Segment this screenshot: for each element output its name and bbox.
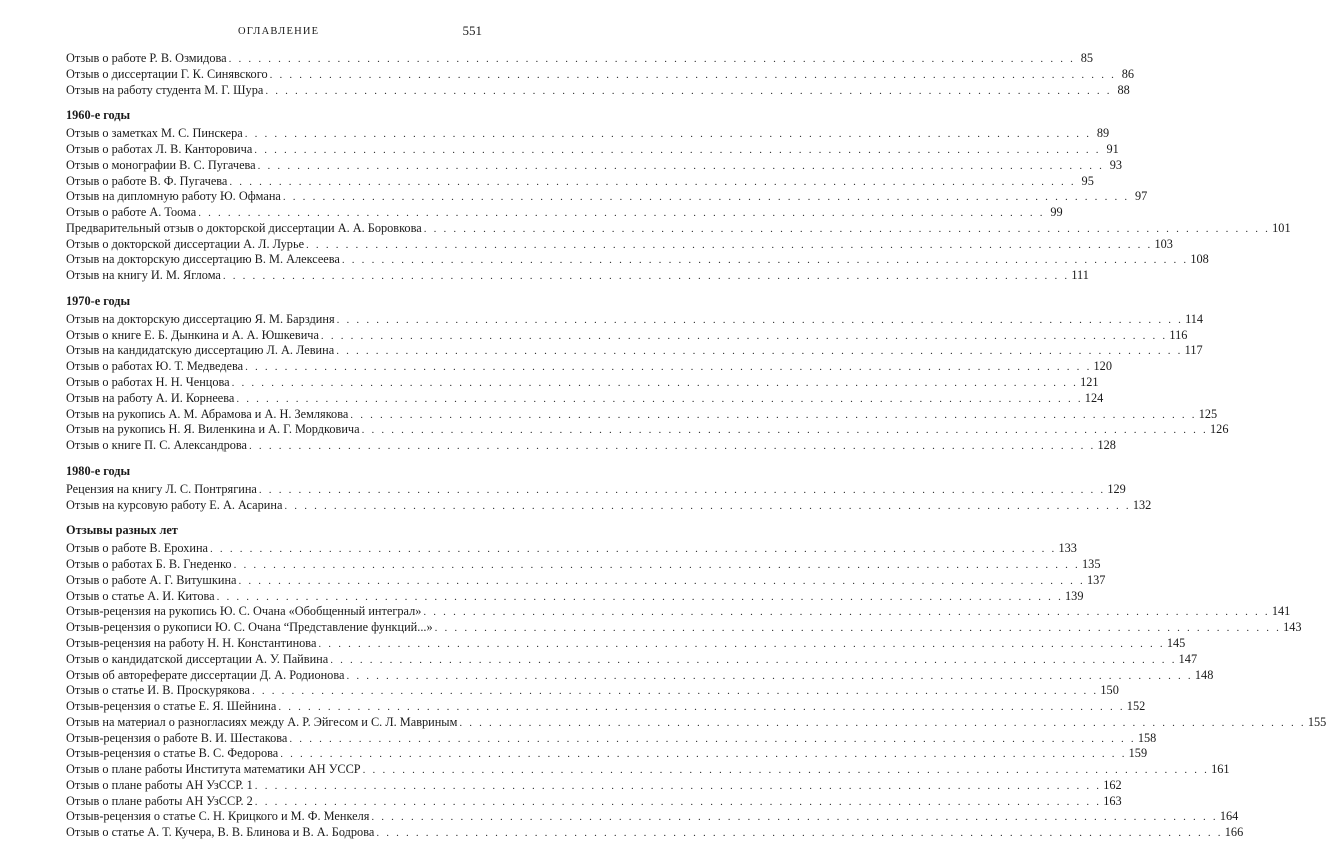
toc-entry-page: 135 bbox=[1082, 557, 1101, 572]
dot-leader bbox=[363, 763, 1209, 779]
toc-entry[interactable] bbox=[66, 762, 1230, 778]
dot-leader bbox=[232, 376, 1078, 392]
dot-leader bbox=[424, 222, 1270, 238]
toc-entry-title: Отзыв-рецензия на рукопись Ю. С. Очана «Обобщенный интеграл» bbox=[66, 604, 422, 619]
dot-leader bbox=[270, 68, 1116, 84]
page-number: 551 bbox=[462, 23, 482, 38]
toc-entry-title: Отзыв о работах Л. В. Канторовича bbox=[66, 142, 253, 157]
toc-entry[interactable] bbox=[66, 173, 1094, 190]
dot-leader bbox=[229, 52, 1075, 68]
toc-entry-page: 101 bbox=[1272, 220, 1291, 235]
toc-entry[interactable] bbox=[66, 82, 1130, 99]
toc-entry-page: 150 bbox=[1100, 683, 1119, 698]
dot-leader bbox=[198, 206, 1044, 222]
dot-leader bbox=[435, 621, 1281, 637]
toc-entry-page: 121 bbox=[1080, 375, 1099, 390]
toc-entry-title: Отзыв о плане работы АН УзССР. 1 bbox=[66, 777, 253, 792]
running-title: ОГЛАВЛЕНИЕ bbox=[238, 26, 320, 37]
toc-entry-page: 86 bbox=[1121, 66, 1135, 81]
dot-leader bbox=[245, 127, 1091, 143]
toc-entry-title: Отзыв-рецензия о статье С. Н. Крицкого и М. Ф. Менкеля bbox=[66, 809, 370, 824]
dot-leader bbox=[459, 716, 1305, 732]
toc-entry[interactable] bbox=[66, 730, 1157, 747]
toc-entry-title: Отзыв об автореферате диссертации Д. А. Родионова bbox=[66, 667, 345, 682]
dot-leader bbox=[318, 637, 1164, 653]
toc-entry[interactable] bbox=[66, 375, 1099, 391]
dot-leader bbox=[210, 542, 1056, 558]
toc-entry-page: 148 bbox=[1194, 667, 1214, 682]
toc-entry-page: 163 bbox=[1103, 793, 1122, 808]
toc-entry-page: 88 bbox=[1117, 82, 1130, 97]
toc-entry-page: 152 bbox=[1126, 699, 1146, 714]
dot-leader bbox=[376, 826, 1222, 842]
toc-entry[interactable] bbox=[66, 746, 1148, 762]
toc-entry[interactable] bbox=[66, 66, 1135, 83]
toc-entry[interactable] bbox=[66, 438, 1116, 454]
toc-entry-page: 137 bbox=[1086, 572, 1106, 587]
toc-entry-page: 126 bbox=[1210, 422, 1229, 437]
toc-entry-title: Отзыв на дипломную работу Ю. Офмана bbox=[66, 189, 281, 204]
toc-entry-title: Отзыв о работе А. Г. Витушкина bbox=[66, 572, 237, 587]
toc-entry-page: 133 bbox=[1058, 541, 1077, 556]
toc-entry-title: Отзыв на рукопись Н. Я. Виленкина и А. Г. Мордковича bbox=[66, 422, 360, 437]
toc-entry-title: Отзыв о кандидатской диссертации А. У. Пайвина bbox=[66, 651, 329, 666]
dot-leader bbox=[362, 423, 1208, 439]
toc-entry[interactable] bbox=[66, 422, 1229, 438]
toc-entry[interactable] bbox=[66, 714, 1326, 731]
toc-entry[interactable] bbox=[66, 236, 1173, 253]
toc-entry-title: Предварительный отзыв о докторской диссертации А. А. Боровкова bbox=[66, 220, 422, 235]
toc-entry-page: 116 bbox=[1169, 327, 1188, 342]
dot-leader bbox=[423, 605, 1269, 621]
dot-leader bbox=[342, 253, 1188, 269]
dot-leader bbox=[278, 700, 1124, 716]
toc-entry-page: 132 bbox=[1132, 497, 1152, 512]
dot-leader bbox=[265, 84, 1111, 100]
toc-entry-page: 95 bbox=[1081, 173, 1094, 188]
toc-entry-page: 166 bbox=[1224, 825, 1244, 840]
dot-leader bbox=[255, 779, 1101, 795]
toc-entry-page: 111 bbox=[1071, 268, 1089, 283]
toc-entry-title: Отзыв на рукопись А. М. Абрамова и А. Н. Землякова bbox=[66, 406, 349, 421]
dot-leader bbox=[283, 190, 1129, 206]
toc-entry-title: Рецензия на книгу Л. С. Понтрягина bbox=[66, 481, 257, 496]
dot-leader bbox=[249, 439, 1095, 455]
toc-entry-title: Отзыв о заметках М. С. Пинскера bbox=[66, 126, 243, 141]
dot-leader bbox=[350, 408, 1196, 424]
toc-entry[interactable] bbox=[66, 126, 1110, 142]
toc-entry-page: 129 bbox=[1107, 481, 1126, 496]
dot-leader bbox=[245, 360, 1091, 376]
dot-leader bbox=[217, 590, 1063, 606]
dot-leader bbox=[223, 269, 1069, 285]
toc-entry-page: 97 bbox=[1135, 189, 1148, 204]
toc-entry[interactable] bbox=[66, 604, 1291, 620]
dot-leader bbox=[258, 159, 1104, 175]
toc-entry[interactable] bbox=[66, 557, 1101, 573]
toc-entry-page: 125 bbox=[1198, 406, 1218, 421]
toc-entry[interactable] bbox=[66, 311, 1204, 328]
toc-entry-page: 145 bbox=[1166, 635, 1186, 650]
toc-entry[interactable] bbox=[66, 588, 1084, 605]
dot-leader bbox=[259, 483, 1105, 499]
dot-leader bbox=[280, 747, 1126, 763]
toc-entry-title: Отзыв о плане работы Института математики АН УССР bbox=[66, 762, 361, 777]
toc-entry-title: Отзыв о работах Н. Н. Ченцова bbox=[66, 375, 230, 390]
toc-entry-page: 164 bbox=[1219, 809, 1239, 824]
toc-entry[interactable] bbox=[66, 205, 1063, 221]
toc-entry[interactable] bbox=[66, 651, 1198, 668]
section-heading: Отзывы разных лет bbox=[66, 523, 178, 538]
toc-entry-page: 161 bbox=[1211, 762, 1230, 777]
toc-entry[interactable] bbox=[66, 390, 1104, 407]
dot-leader bbox=[234, 558, 1080, 574]
toc-entry[interactable] bbox=[66, 667, 1214, 684]
section-heading: 1970-е годы bbox=[66, 293, 131, 308]
toc-entry-title: Отзыв на докторскую диссертацию В. М. Алексеева bbox=[66, 252, 340, 267]
dot-leader bbox=[371, 810, 1217, 826]
toc-entry[interactable] bbox=[66, 635, 1186, 652]
toc-entry-page: 141 bbox=[1271, 604, 1291, 619]
dot-leader bbox=[284, 499, 1130, 515]
toc-entry-page: 162 bbox=[1103, 777, 1122, 792]
toc-entry[interactable] bbox=[66, 481, 1126, 498]
toc-entry-title: Отзыв о монографии В. С. Пугачева bbox=[66, 157, 256, 172]
toc-entry-title: Отзыв о работе А. Тоома bbox=[66, 205, 197, 220]
toc-entry-page: 93 bbox=[1109, 157, 1123, 172]
toc-entry[interactable] bbox=[66, 699, 1146, 715]
toc-entry[interactable] bbox=[66, 343, 1203, 359]
toc-entry-title: Отзыв на работу А. И. Корнеева bbox=[66, 390, 235, 405]
toc-entry[interactable] bbox=[66, 809, 1239, 825]
toc-entry-title: Отзыв на материал о разногласиях между А. Р. Эйгесом и С. Л. Мавриным bbox=[66, 714, 458, 729]
toc-entry-title: Отзыв-рецензия на работу Н. Н. Константинова bbox=[66, 635, 317, 650]
toc-entry-title: Отзыв о статье И. В. Проскурякова bbox=[66, 683, 250, 698]
dot-leader bbox=[239, 574, 1085, 590]
toc-entry-page: 85 bbox=[1080, 51, 1094, 65]
toc-entry[interactable] bbox=[66, 777, 1122, 794]
dot-leader bbox=[254, 143, 1100, 159]
toc-entry-title: Отзыв о работах Ю. Т. Медведева bbox=[66, 359, 244, 374]
toc-entry-page: 120 bbox=[1093, 359, 1112, 374]
toc-entry-page: 99 bbox=[1050, 205, 1063, 220]
toc-entry-title: Отзыв о книге Е. Б. Дынкина и А. А. Юшкевича bbox=[66, 327, 319, 342]
toc-entry[interactable] bbox=[66, 142, 1119, 158]
toc-entry[interactable] bbox=[66, 359, 1112, 375]
toc-entry[interactable] bbox=[66, 220, 1291, 237]
toc-entry-page: 139 bbox=[1065, 588, 1084, 603]
toc-entry-page: 159 bbox=[1128, 746, 1148, 761]
toc-entry-page: 103 bbox=[1154, 236, 1173, 251]
toc-entry-page: 108 bbox=[1190, 252, 1209, 267]
toc-entry-page: 128 bbox=[1097, 438, 1116, 453]
toc-entry-title: Отзыв на кандидатскую диссертацию Л. А. Левина bbox=[66, 343, 335, 358]
toc-entry-page: 124 bbox=[1084, 390, 1104, 405]
toc-entry-title: Отзыв-рецензия о рукописи Ю. С. Очана “Представление функций...» bbox=[66, 620, 433, 635]
toc-entry-title: Отзыв о плане работы АН УзССР. 2 bbox=[66, 793, 253, 808]
toc-entry-page: 91 bbox=[1106, 142, 1119, 157]
toc-entry[interactable] bbox=[66, 497, 1152, 514]
toc-entry-page: 147 bbox=[1178, 651, 1198, 666]
toc-entry-page: 89 bbox=[1096, 126, 1110, 141]
section-heading: 1960-е годы bbox=[66, 108, 131, 123]
toc-entry[interactable] bbox=[66, 51, 1094, 67]
toc-entry[interactable] bbox=[66, 406, 1218, 423]
toc-entry-title: Отзыв на книгу И. М. Яглома bbox=[66, 268, 221, 283]
dot-leader bbox=[289, 732, 1135, 748]
toc-entry[interactable] bbox=[66, 683, 1119, 699]
dot-leader bbox=[255, 795, 1101, 811]
toc-entry[interactable] bbox=[66, 793, 1122, 810]
toc-entry[interactable] bbox=[66, 157, 1123, 174]
dot-leader bbox=[236, 392, 1082, 408]
toc-entry-title: Отзыв о докторской диссертации А. Л. Лурье bbox=[66, 236, 305, 251]
toc-entry-page: 155 bbox=[1307, 714, 1326, 729]
table-of-contents bbox=[66, 51, 1326, 841]
toc-entry-page: 117 bbox=[1184, 343, 1203, 358]
dot-leader bbox=[330, 653, 1176, 669]
toc-entry-title: Отзыв о работах Б. В. Гнеденко bbox=[66, 557, 232, 572]
dot-leader bbox=[229, 175, 1075, 191]
toc-entry-title: Отзыв о работе В. Ерохина bbox=[66, 541, 209, 556]
toc-entry-title: Отзыв о статье А. Т. Кучера, В. В. Блинова и В. А. Бодрова bbox=[66, 825, 375, 840]
toc-entry-page: 143 bbox=[1283, 620, 1302, 635]
toc-entry[interactable] bbox=[66, 268, 1089, 284]
toc-entry-title: Отзыв о диссертации Г. К. Синявского bbox=[66, 66, 268, 81]
toc-entry-page: 158 bbox=[1137, 730, 1157, 745]
toc-entry-title: Отзыв-рецензия о статье В. С. Федорова bbox=[66, 746, 279, 761]
toc-entry-title: Отзыв на работу студента М. Г. Шура bbox=[66, 82, 264, 97]
dot-leader bbox=[321, 329, 1167, 345]
toc-entry-title: Отзыв о статье А. И. Китова bbox=[66, 588, 215, 603]
running-head bbox=[0, 23, 600, 46]
toc-entry[interactable] bbox=[66, 572, 1106, 589]
toc-entry-title: Отзыв на докторскую диссертацию Я. М. Барздиня bbox=[66, 311, 335, 326]
toc-entry[interactable] bbox=[66, 189, 1148, 205]
toc-entry[interactable] bbox=[66, 252, 1209, 268]
toc-entry[interactable] bbox=[66, 620, 1302, 636]
dot-leader bbox=[346, 669, 1192, 685]
toc-entry-title: Отзыв-рецензия о работе В. И. Шестакова bbox=[66, 730, 288, 745]
toc-entry[interactable] bbox=[66, 825, 1244, 841]
dot-leader bbox=[336, 344, 1182, 360]
toc-entry[interactable] bbox=[66, 327, 1188, 344]
toc-entry-title: Отзыв-рецензия о статье Е. Я. Шейнина bbox=[66, 699, 277, 714]
toc-entry-title: Отзыв на курсовую работу Е. А. Асарина bbox=[66, 497, 283, 512]
toc-entry-title: Отзыв о книге П. С. Александрова bbox=[66, 438, 248, 453]
toc-entry-title: Отзыв о работе В. Ф. Пугачева bbox=[66, 173, 228, 188]
dot-leader bbox=[306, 238, 1152, 254]
section-heading: 1980-е годы bbox=[66, 463, 131, 478]
toc-entry-title: Отзыв о работе Р. В. Озмидова bbox=[66, 51, 227, 65]
toc-entry[interactable] bbox=[66, 541, 1077, 557]
dot-leader bbox=[252, 684, 1098, 700]
toc-entry-page: 114 bbox=[1185, 311, 1204, 326]
dot-leader bbox=[337, 313, 1183, 329]
